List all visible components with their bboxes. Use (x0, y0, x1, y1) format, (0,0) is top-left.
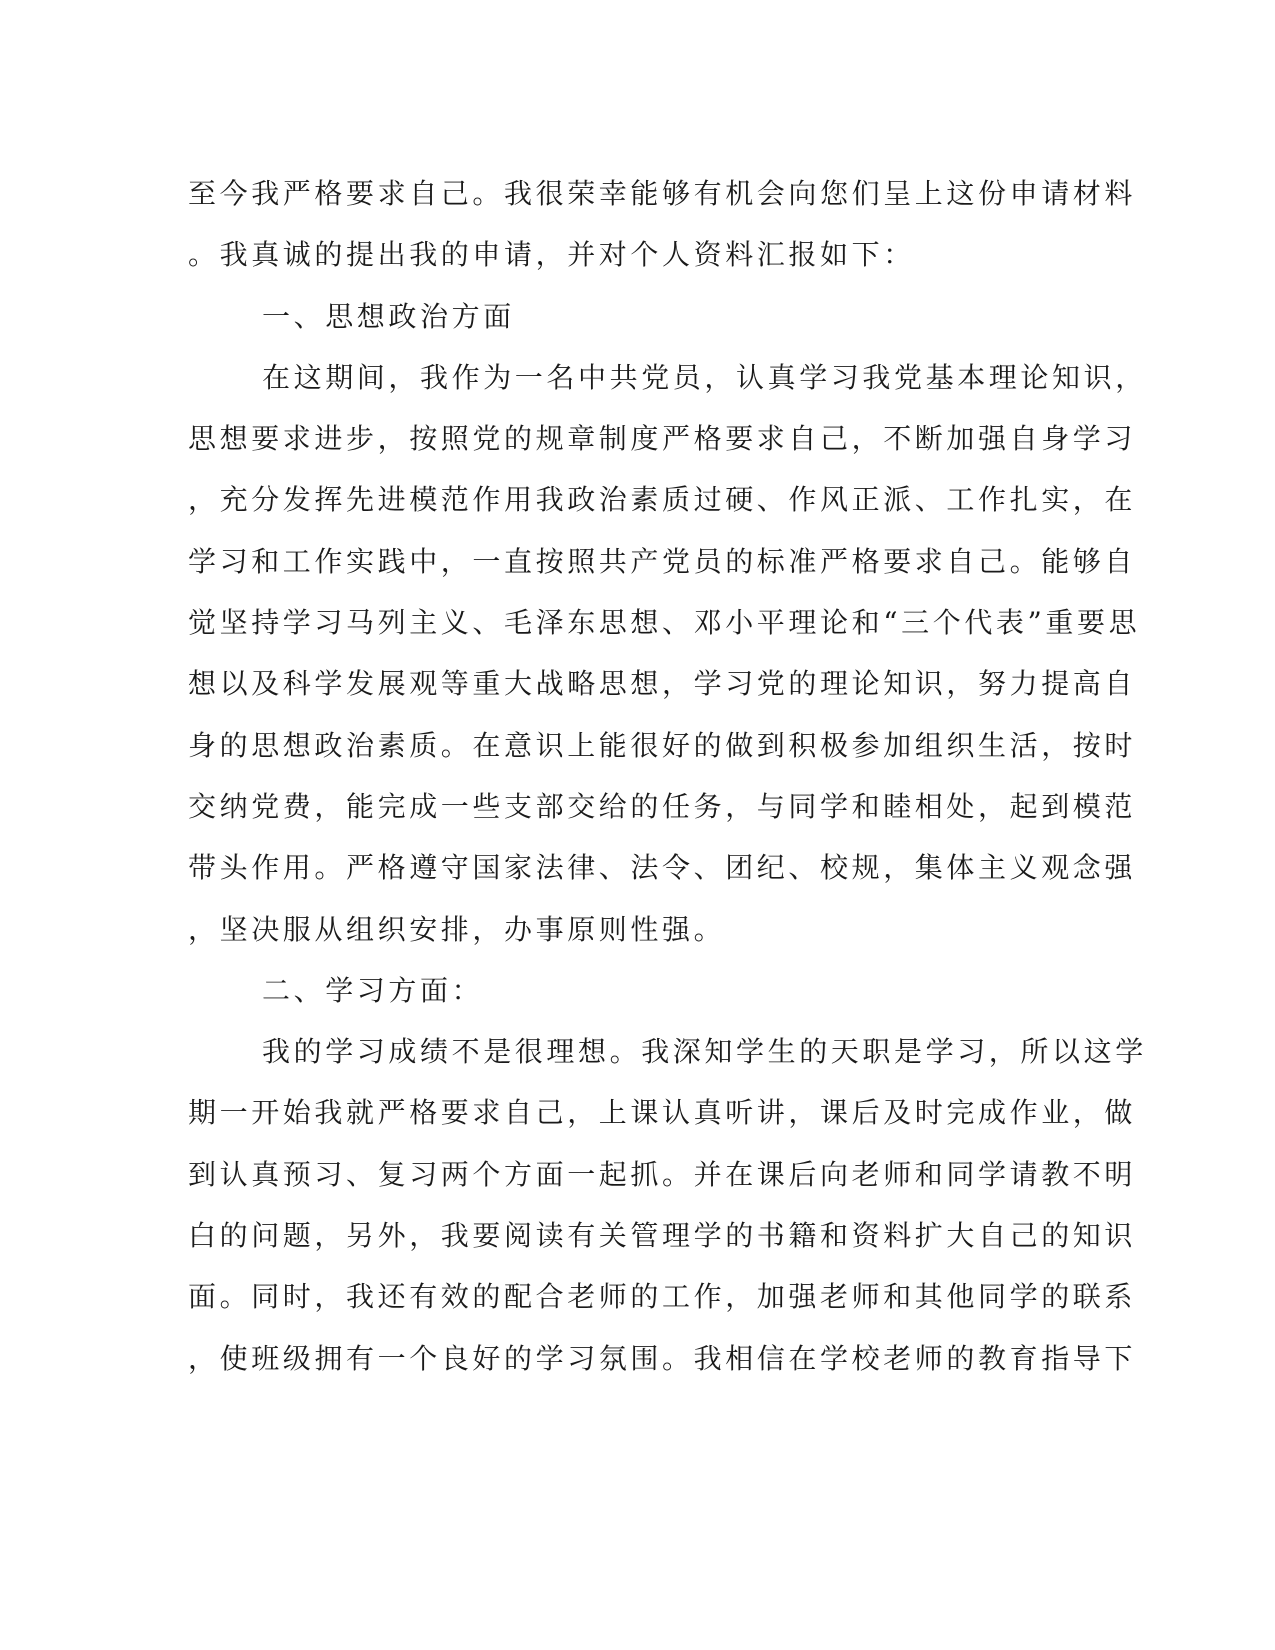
text-line: 至今我严格要求自己。我很荣幸能够有机会向您们呈上这份申请材料 (188, 177, 1137, 210)
text-line: 学习和工作实践中，一直按照共产党员的标准严格要求自己。能够自 (188, 544, 1137, 578)
text-line: 思想要求进步，按照党的规章制度严格要求自己，不断加强自身学习 (188, 422, 1137, 456)
text-line: 想以及科学发展观等重大战略思想，学习党的理论知识，努力提高自 (188, 667, 1137, 701)
text-line: 身的思想政治素质。在意识上能很好的做到积极参加组织生活，按时 (188, 728, 1137, 762)
text-line: ，坚决服从组织安排，办事原则性强。 (188, 912, 726, 946)
text-line: 白的问题，另外，我要阅读有关管理学的书籍和资料扩大自己的知识 (188, 1219, 1137, 1253)
text-line: 觉坚持学习马列主义、毛泽东思想、邓小平理论和“三个代表”重要思 (188, 606, 1141, 640)
paragraph-start: 在这期间，我作为一名中共党员，认真学习我党基本理论知识， (262, 360, 1147, 394)
paragraph-start: 我的学习成绩不是很理想。我深知学生的天职是学习，所以这学 (262, 1035, 1147, 1069)
text-line: ，使班级拥有一个良好的学习氛围。我相信在学校老师的教育指导下 (188, 1341, 1137, 1375)
text-line: 面。同时，我还有效的配合老师的工作，加强老师和其他同学的联系 (188, 1280, 1137, 1314)
text-line: 。我真诚的提出我的申请，并对个人资料汇报如下： (188, 238, 915, 272)
text-line: 期一开始我就严格要求自己，上课认真听讲，课后及时完成作业，做 (188, 1096, 1137, 1130)
text-line: 交纳党费，能完成一些支部交给的任务，与同学和睦相处，起到模范 (188, 789, 1137, 823)
text-line: ，充分发挥先进模范作用我政治素质过硬、作风正派、工作扎实，在 (188, 483, 1137, 517)
text-line: 到认真预习、复习两个方面一起抓。并在课后向老师和同学请教不明 (188, 1157, 1137, 1191)
section-heading-study: 二、学习方面： (262, 973, 484, 1007)
body-text (188, 163, 1147, 1389)
section-heading-politics: 一、思想政治方面 (262, 299, 515, 333)
text-line: 带头作用。严格遵守国家法律、法令、团纪、校规，集体主义观念强 (188, 851, 1137, 885)
